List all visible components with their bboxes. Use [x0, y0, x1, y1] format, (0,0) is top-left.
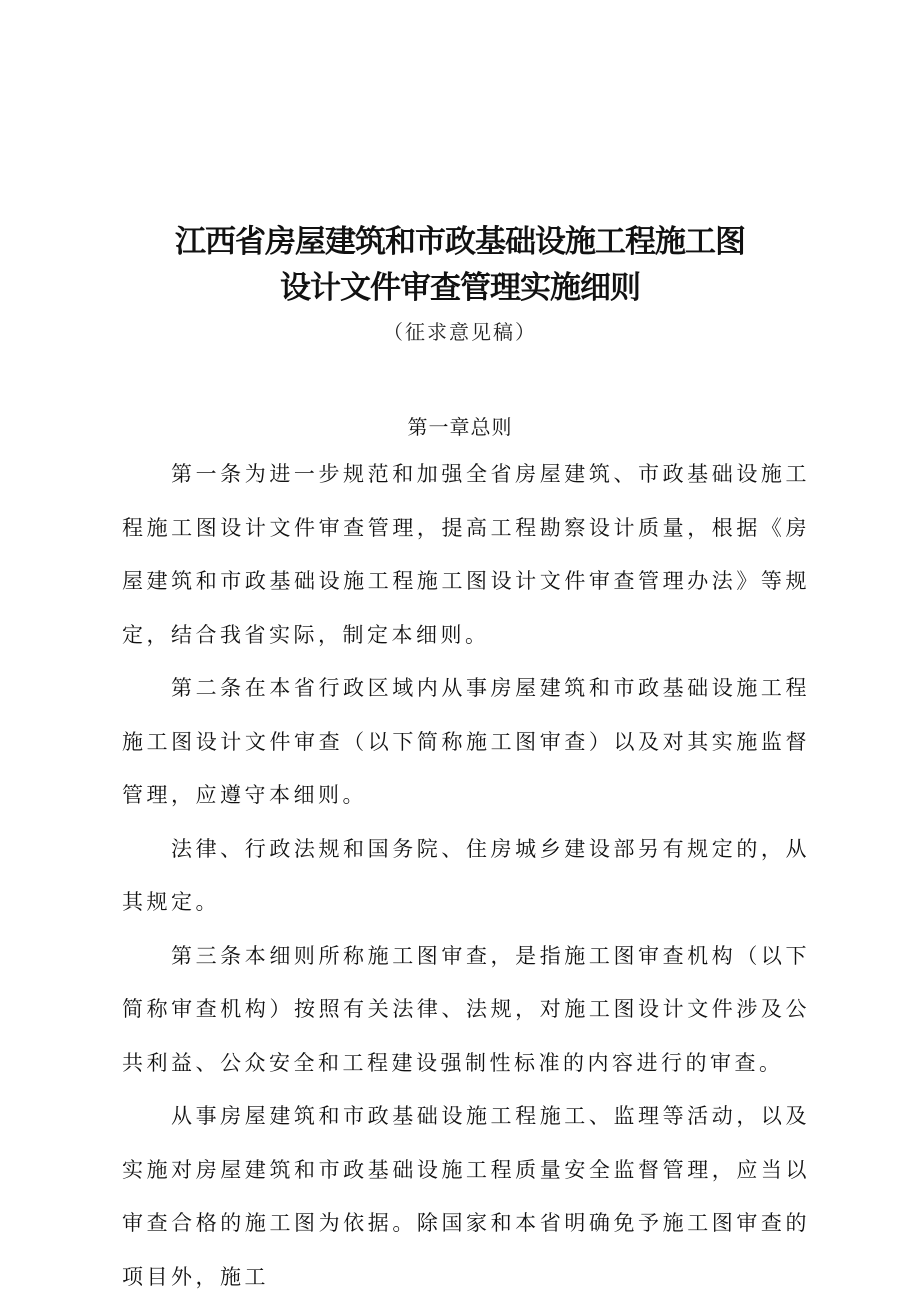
paragraph-article-2-exception: 法律、行政法规和国务院、住房城乡建设部另有规定的，从其规定。 — [122, 836, 810, 914]
paragraph-article-2: 第二条在本省行政区域内从事房屋建筑和市政基础设施工程施工图设计文件审查（以下简称施工图审查）以及对其实施监督管理，应遵守本细则。 — [122, 676, 810, 807]
paragraph-article-1: 第一条为进一步规范和加强全省房屋建筑、市政基础设施工程施工图设计文件审查管理，提高工程勘察设计质量，根据《房屋建筑和市政基础设施工程施工图设计文件审查管理办法》等规定，结合我省实际，制定本细则。 — [122, 462, 810, 647]
chapter-heading: 第一章总则 — [407, 415, 513, 439]
paragraph-article-3: 第三条本细则所称施工图审查，是指施工图审查机构（以下简称审查机构）按照有关法律、法规，对施工图设计文件涉及公共利益、公众安全和工程建设强制性标准的内容进行的审查。 — [122, 943, 810, 1075]
document-title-line-2: 设计文件审查管理实施细则 — [280, 270, 640, 306]
document-title-line-1: 江西省房屋建筑和市政基础设施工程施工图 — [175, 224, 745, 260]
document-body — [122, 448, 810, 1304]
draft-subtitle: （征求意见稿） — [383, 320, 537, 344]
paragraph-article-3-continued: 从事房屋建筑和市政基础设施工程施工、监理等活动，以及实施对房屋建筑和市政基础设施工程质量安全监督管理，应当以审查合格的施工图为依据。除国家和本省明确免予施工图审查的项目外，施工 — [122, 1104, 810, 1289]
